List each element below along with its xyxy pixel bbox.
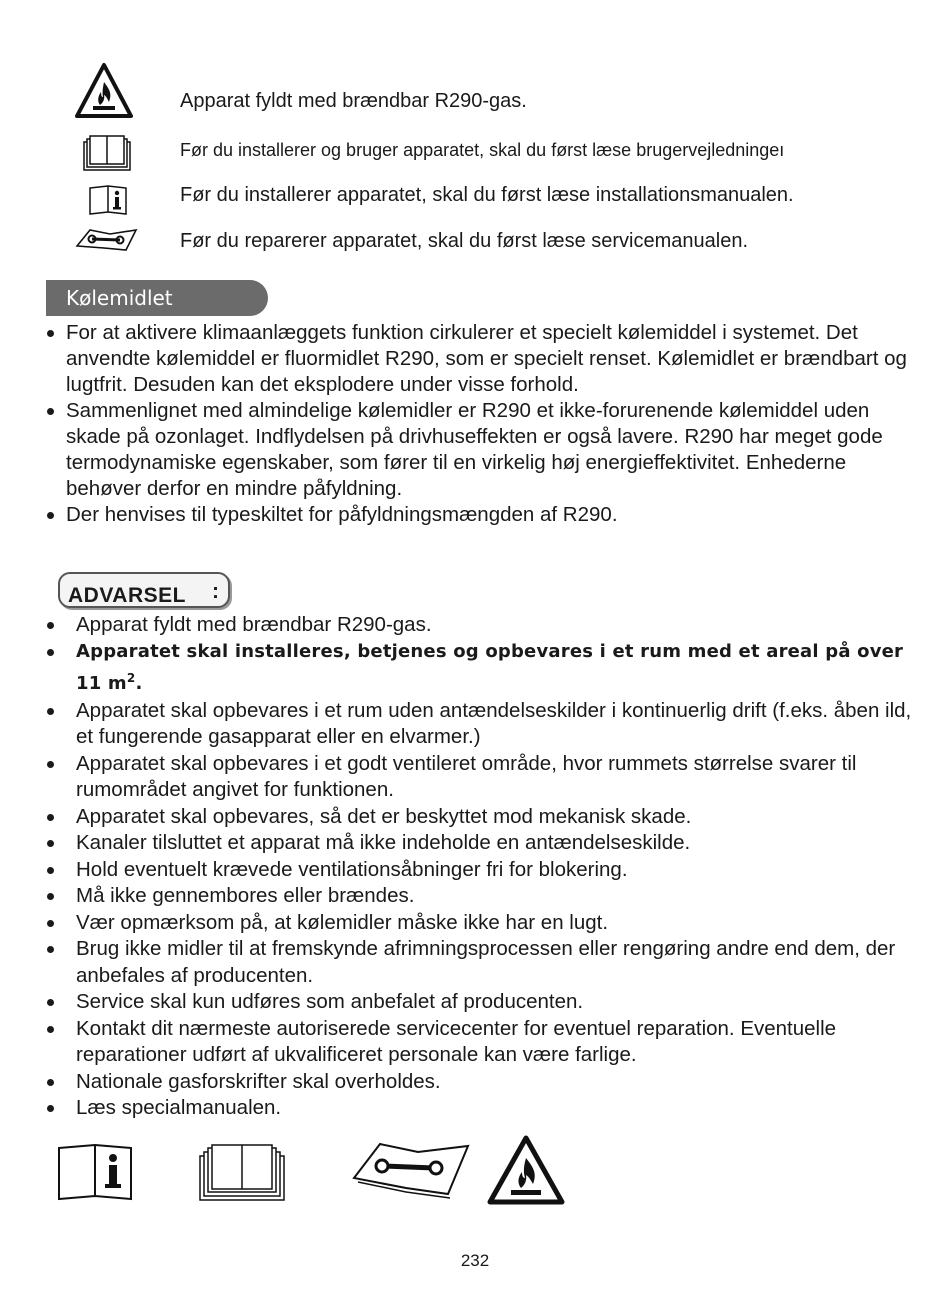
flammable-warning-icon: [74, 62, 134, 120]
warning-label-box: [58, 572, 230, 608]
operator-manual-icon: [198, 1144, 286, 1202]
list-item: Sammenlignet med almindelige kølemidler er R290 et ikke-forurenende kølemiddel uden skade på ozonlaget. Indflydelsen på drivhuseffekten er også lavere. R290 har meget gode termodynamiske egenskaber, som fører til en virkelig høj energieffektivitet. Enhederne behøver derfor en mindre påfyldning.: [40, 398, 910, 502]
symbol-text: Før du reparerer apparatet, skal du først læse servicemanualen.: [180, 230, 749, 252]
list-item: Læs specialmanualen.: [40, 1095, 920, 1122]
list-item: Brug ikke midler til at fremskynde afrimningsprocessen eller rengøring andre end dem, der anbefales af producenten.: [40, 936, 920, 989]
warning-colon: :: [212, 580, 219, 603]
list-item: For at aktivere klimaanlæggets funktion cirkulerer et specielt kølemiddel i systemet. Det anvendte kølemiddel er fluormidlet R290, som er specielt renset. Kølemidlet er brændbart og lugtfrit. Desuden kan det eksplodere under visse forhold.: [40, 320, 910, 398]
operator-manual-icon: [82, 134, 132, 172]
symbol-text: Før du installerer apparatet, skal du først læse installationsmanualen.: [180, 184, 794, 206]
installation-manual-icon: [56, 1142, 134, 1202]
list-item: Apparatet skal opbevares i et godt ventileret område, hvor rummets størrelse svarer til rumområdet angivet for funktionen.: [40, 751, 920, 804]
superscript: 2: [126, 671, 136, 685]
warning-bullet-list: [40, 612, 920, 1122]
list-item: Kontakt dit nærmeste autoriserede servicecenter for eventuel reparation. Eventuelle reparationer udført af ukvalificeret personale kan være farlige.: [40, 1016, 920, 1069]
installation-manual-icon: [88, 184, 128, 216]
section-heading-refrigerant: Kølemidlet: [46, 280, 268, 316]
symbol-text: Før du installerer og bruger apparatet, skal du først læse brugervejledningeı: [180, 140, 785, 160]
symbol-text: Apparat fyldt med brændbar R290-gas.: [180, 90, 527, 112]
list-item: Må ikke gennembores eller brændes.: [40, 883, 920, 910]
list-item: Apparatet skal opbevares i et rum uden antændelseskilder i kontinuerlig drift (f.eks. åben ild, et fungerende gasapparat eller en elvarmer.): [40, 698, 920, 751]
warning-label: ADVARSEL: [68, 584, 186, 607]
list-item-text: Apparatet skal installeres, betjenes og opbevares i et rum med et areal på over 11 m: [76, 640, 904, 694]
list-item: Service skal kun udføres som anbefalet af producenten.: [40, 989, 920, 1016]
bottom-icon-strip: [0, 1134, 950, 1214]
list-item: Kanaler tilsluttet et apparat må ikke indeholde en antændelseskilde.: [40, 830, 920, 857]
page-number: 232: [460, 1251, 490, 1270]
list-item: Nationale gasforskrifter skal overholdes.: [40, 1069, 920, 1096]
refrigerant-bullet-list: [40, 320, 910, 528]
service-manual-icon: [74, 226, 140, 254]
list-item: Hold eventuelt krævede ventilationsåbninger fri for blokering.: [40, 857, 920, 884]
list-item: [40, 639, 920, 698]
flammable-warning-icon: [486, 1134, 566, 1206]
list-item: Apparat fyldt med brændbar R290-gas.: [40, 612, 920, 639]
list-item: Vær opmærksom på, at kølemidler måske ikke har en lugt.: [40, 910, 920, 937]
service-manual-icon: [350, 1138, 472, 1200]
list-item: Der henvises til typeskiltet for påfyldningsmængden af R290.: [40, 502, 910, 528]
list-item-end: .: [135, 673, 143, 694]
list-item: Apparatet skal opbevares, så det er beskyttet mod mekanisk skade.: [40, 804, 920, 831]
